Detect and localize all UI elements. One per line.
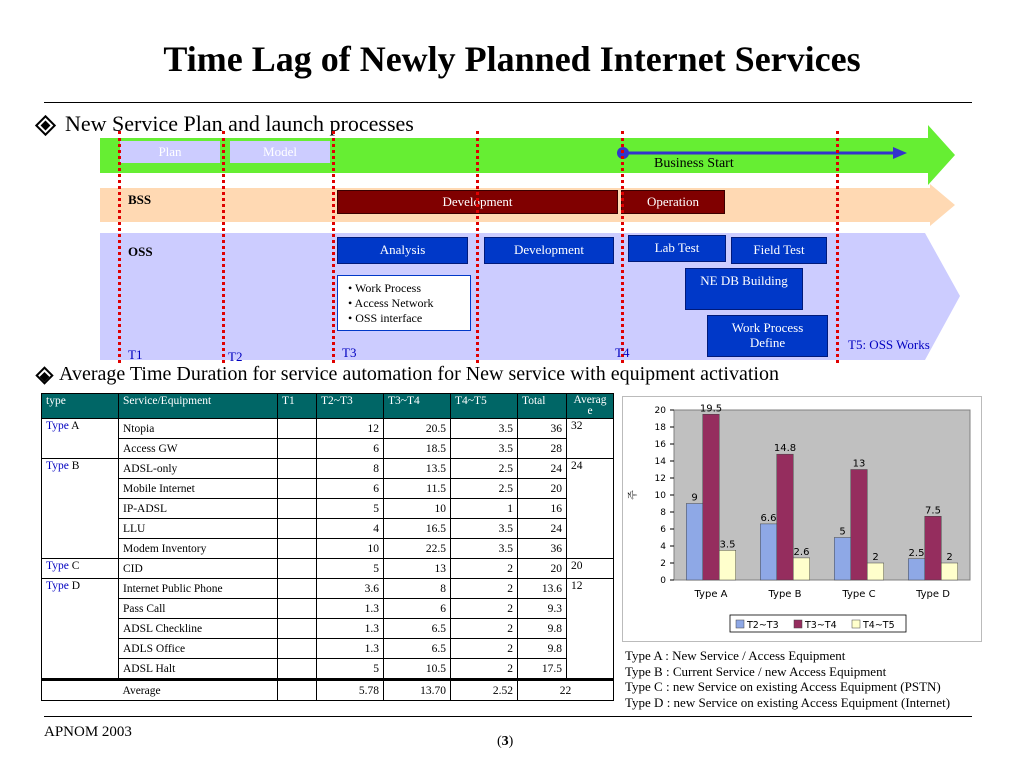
t3t4-cell: 18.5 [384,439,451,459]
t2t3-cell: 5 [317,499,384,519]
table-row [42,519,614,539]
table-row [42,439,614,459]
t1-cell [278,479,317,499]
t1-cell [278,619,317,639]
y-tick-label: 8 [660,508,666,518]
total-cell: 28 [518,439,567,459]
type-prefix: Type [46,420,69,432]
t4t5-cell: 3.5 [451,439,518,459]
type-letter: B [71,460,80,472]
t4t5-cell: 2 [451,599,518,619]
type-letter: A [71,420,80,432]
bar-data-label: 2.6 [793,546,810,558]
t3b-marker-line [476,131,479,363]
type-cell [42,459,119,559]
t4t5-cell: 2.5 [451,479,518,499]
total-cell: 16 [518,499,567,519]
t4t5-cell: 2 [451,579,518,599]
table-row [42,559,614,579]
t1-cell [278,559,317,579]
legend-swatch [852,620,860,628]
column-header: Service/Equipment [119,394,278,419]
bar-data-label: 2.5 [908,547,925,559]
t4t5-cell: 3.5 [451,419,518,439]
type-prefix: Type [46,580,69,592]
y-tick-label: 4 [660,542,666,552]
t2t3-cell: 1.3 [317,639,384,659]
total-cell: 36 [518,419,567,439]
average-row [42,680,614,701]
y-tick-label: 14 [654,457,666,467]
t4t5-cell: 2.52 [451,680,518,701]
t4t5-cell: 3.5 [451,539,518,559]
y-tick-label: 10 [654,491,666,501]
total-cell: 36 [518,539,567,559]
t2t3-cell: 8 [317,459,384,479]
bar [941,563,958,580]
column-header: type [42,394,119,419]
plan-box: Plan [120,141,220,163]
t1-label: T1 [128,347,143,362]
type-note: Type A : New Service / Access Equipment [625,648,846,663]
bar-data-label: 14.8 [773,443,797,455]
y-tick-label: 20 [654,406,666,416]
t1-cell [278,459,317,479]
table-row [42,419,614,439]
t3-marker-line [332,131,335,363]
t1-cell [278,539,317,559]
column-header: Average [567,394,614,419]
t2t3-cell: 5.78 [317,680,384,701]
average-cell: 24 [567,459,614,559]
bar-data-label: 7.5 [925,505,941,517]
analysis-item: • OSS interface [348,311,423,325]
t3t4-cell: 22.5 [384,539,451,559]
ne-db-building-box: NE DB Building [685,268,803,310]
service-cell: Access GW [119,439,278,459]
t3t4-cell: 6.5 [384,639,451,659]
field-test-box: Field Test [731,237,827,264]
lab-test-box: Lab Test [628,235,726,262]
t2t3-cell: 4 [317,519,384,539]
t4t5-cell: 2 [451,639,518,659]
service-cell: LLU [119,519,278,539]
type-cell [42,579,119,680]
bar [908,559,925,580]
column-header: Total [518,394,567,419]
service-cell: ADLS Office [119,639,278,659]
bar [925,516,942,580]
page-title: Time Lag of Newly Planned Internet Services [163,39,861,79]
t2t3-cell: 6 [317,479,384,499]
type-note: Type D : new Service on existing Access Equipment (Internet) [625,694,951,710]
service-cell: Modem Inventory [119,539,278,559]
t1-cell [278,639,317,659]
bar-data-label: 2 [946,552,953,563]
bss-label: BSS [128,192,152,207]
service-cell: ADSL Checkline [119,619,278,639]
t2t3-cell: 5 [317,559,384,579]
total-cell: 13.6 [518,579,567,599]
table-row [42,459,614,479]
bar [686,504,703,581]
total-cell: 17.5 [518,659,567,680]
analysis-item: • Work Process [348,281,422,295]
page-open: ( [497,734,502,749]
table-row [42,539,614,559]
type-prefix: Type [46,460,69,472]
page-close: ) [508,734,514,749]
type-cell [42,559,119,579]
legend-swatch [794,620,802,628]
table-row [42,479,614,499]
bar [793,558,810,580]
t3t4-cell: 13 [384,559,451,579]
bar-data-label: 5 [839,526,846,538]
t3-label: T3 [342,345,357,360]
bar [719,550,736,580]
x-category-label: Type C [842,589,876,600]
legend-entry: T2~T3 [747,620,779,631]
t2t3-cell: 10 [317,539,384,559]
section-duration [38,363,779,386]
y-tick-label: 2 [660,559,666,569]
y-tick-label: 16 [654,440,666,450]
average-cell: 12 [567,579,614,680]
bar-data-label: 6.6 [760,512,777,524]
t2-label: T2 [228,349,243,364]
type-cell [42,419,119,459]
service-cell: IP-ADSL [119,499,278,519]
legend-entry: T3~T4 [805,620,837,631]
t3t4-cell: 20.5 [384,419,451,439]
analysis-box: Analysis [337,237,468,264]
total-cell: 20 [518,559,567,579]
table-row [42,499,614,519]
t1-marker-line [118,131,121,363]
diamond-bullet-icon [35,366,53,384]
oss-development-box: Development [484,237,614,264]
total-cell: 9.8 [518,639,567,659]
t2t3-cell: 1.3 [317,619,384,639]
oss-label: OSS [128,244,153,259]
t3t4-cell: 11.5 [384,479,451,499]
column-header: T2~T3 [317,394,384,419]
table-row [42,639,614,659]
t3t4-cell: 6 [384,599,451,619]
t4t5-cell: 2.5 [451,459,518,479]
x-category-label: Type D [916,589,950,600]
bar [777,454,794,580]
analysis-item: • Access Network [348,296,434,310]
bar [760,524,777,580]
page-value: 3 [501,734,509,749]
duration-table [41,393,614,701]
t5-marker-line [836,131,839,363]
t2t3-cell: 12 [317,419,384,439]
table-row [42,599,614,619]
table-row [42,619,614,639]
t3t4-cell: 10 [384,499,451,519]
x-category-label: Type B [768,589,802,600]
page-number [497,734,513,750]
service-cell: ADSL Halt [119,659,278,680]
y-axis-label: 주 [628,490,639,500]
type-letter: D [71,580,81,592]
total-average-cell: 22 [518,680,614,701]
table-header-row [42,394,614,419]
t4t5-cell: 2 [451,659,518,680]
y-tick-label: 0 [660,576,666,586]
t4-marker-line [621,131,624,363]
table-row [42,579,614,599]
t4t5-cell: 2 [451,619,518,639]
type-note: Type B : Current Service / new Access Equipment [625,663,887,679]
total-cell: 24 [518,519,567,539]
bar-data-label: 3.5 [719,539,736,551]
section-duration-heading: Average Time Duration for service automation for New service with equipment activation [59,363,779,385]
t4t5-cell: 1 [451,499,518,519]
total-cell: 9.8 [518,619,567,639]
bar [834,538,851,581]
table-row [42,659,614,680]
t3t4-cell: 6.5 [384,619,451,639]
column-header: T4~T5 [451,394,518,419]
t2-marker-line [222,131,225,363]
bar-data-label: 9 [691,492,698,504]
t3t4-cell: 13.5 [384,459,451,479]
service-cell: Internet Public Phone [119,579,278,599]
bar [703,414,720,580]
service-cell: CID [119,559,278,579]
total-cell: 20 [518,479,567,499]
legend-entry: T4~T5 [863,620,895,631]
column-header: T1 [278,394,317,419]
plan-arrow [100,125,955,185]
table-body [42,419,614,701]
work-process-define-box: Work Process Define [707,315,828,357]
legend-swatch [736,620,744,628]
t2t3-cell: 3.6 [317,579,384,599]
t2t3-cell: 1.3 [317,599,384,619]
t4t5-cell: 2 [451,559,518,579]
bar [867,563,884,580]
type-notes [625,648,950,710]
t2t3-cell: 5 [317,659,384,680]
bar [851,470,868,581]
bar-data-label: 13 [852,458,866,470]
section-process-heading: New Service Plan and launch processes [65,111,414,136]
t4-label: T4 [615,345,630,360]
t1-cell [278,439,317,459]
total-cell: 24 [518,459,567,479]
analysis-items-box [337,275,471,331]
service-cell: Mobile Internet [119,479,278,499]
service-cell: Pass Call [119,599,278,619]
duration-bar-chart [622,396,982,642]
t3t4-cell: 8 [384,579,451,599]
bss-operation-box: Operation [621,190,725,214]
bar-data-label: 19.5 [699,403,723,415]
t1-cell [278,419,317,439]
x-category-label: Type A [694,589,728,600]
t4t5-cell: 3.5 [451,519,518,539]
type-letter: C [71,560,80,572]
t1-cell [278,499,317,519]
model-box: Model [230,141,330,163]
business-start-label: Business Start [654,156,734,171]
average-cell: 32 [567,419,614,459]
y-tick-label: 6 [660,525,666,535]
t1-cell [278,659,317,680]
t1-cell [278,579,317,599]
bar-data-label: 2 [872,552,879,563]
type-note: Type C : new Service on existing Access Equipment (PSTN) [625,679,941,694]
t5-label: T5: OSS Works [848,337,930,352]
service-cell: ADSL-only [119,459,278,479]
footer-conference: APNOM 2003 [44,724,132,740]
t3t4-cell: 10.5 [384,659,451,680]
bss-development-box: Development [337,190,618,214]
footer-divider [44,716,972,717]
column-header: T3~T4 [384,394,451,419]
t3t4-cell: 13.70 [384,680,451,701]
average-cell: 20 [567,559,614,579]
average-spacer [42,680,119,701]
t1-cell [278,599,317,619]
t3t4-cell: 16.5 [384,519,451,539]
y-tick-label: 12 [654,474,666,484]
t1-cell [278,680,317,701]
total-cell: 9.3 [518,599,567,619]
average-label: Average [119,680,278,701]
t2t3-cell: 6 [317,439,384,459]
t1-cell [278,519,317,539]
type-prefix: Type [46,560,69,572]
service-cell: Ntopia [119,419,278,439]
y-tick-label: 18 [654,423,666,433]
